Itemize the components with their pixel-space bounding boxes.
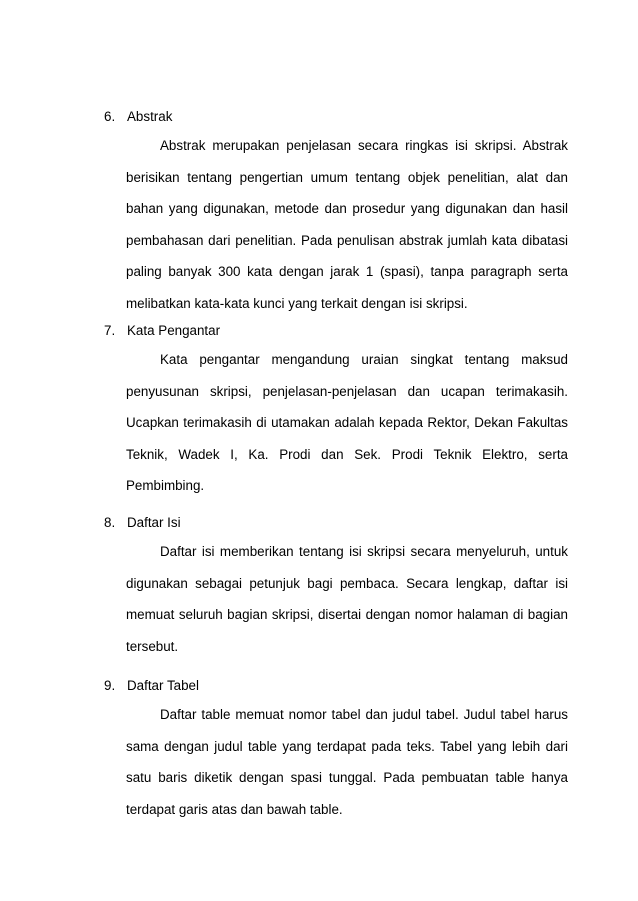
section-heading (104, 108, 172, 125)
section-heading (104, 514, 181, 531)
section-title: Daftar Tabel (127, 678, 199, 693)
section-heading (104, 322, 220, 339)
section-number: 7. (104, 323, 116, 338)
section-number: 8. (104, 515, 116, 530)
section-paragraph: Kata pengantar mengandung uraian singkat tentang maksud penyusunan skripsi, penjelasan-penjelasan dan ucapan terimakasih. Ucapkan terimakasih di utamakan adalah kepada Rektor, Dekan Fakultas Teknik, Wadek I, Ka. Prodi dan Sek. Prodi Teknik Elektro, serta Pembimbing. (126, 352, 568, 493)
section-title: Kata Pengantar (127, 323, 221, 338)
section-number: 6. (104, 109, 116, 124)
section-paragraph: Daftar table memuat nomor tabel dan judul tabel. Judul tabel harus sama dengan judul table yang terdapat pada teks. Tabel yang lebih dari satu baris diketik dengan spasi tunggal. Pada pembuatan table hanya terdapat garis atas dan bawah table. (126, 707, 568, 817)
section-title: Daftar Isi (127, 515, 181, 530)
section-paragraph: Daftar isi memberikan tentang isi skripsi secara menyeluruh, untuk digunakan sebagai petunjuk bagi pembaca. Secara lengkap, daftar isi memuat seluruh bagian skripsi, disertai dengan nomor halaman di bagian tersebut. (126, 544, 568, 654)
section-paragraph: Abstrak merupakan penjelasan secara ringkas isi skripsi. Abstrak berisikan tentang pengertian umum tentang objek penelitian, alat dan bahan yang digunakan, metode dan prosedur yang digunakan dan hasil pembahasan dari penelitian. Pada penulisan abstrak jumlah kata dibatasi paling banyak 300 kata dengan jarak 1 (spasi), tanpa paragraph serta melibatkan kata-kata kunci yang terkait dengan isi skripsi. (126, 138, 568, 311)
section-heading (104, 677, 199, 694)
section-number: 9. (104, 678, 116, 693)
section-title: Abstrak (127, 109, 173, 124)
